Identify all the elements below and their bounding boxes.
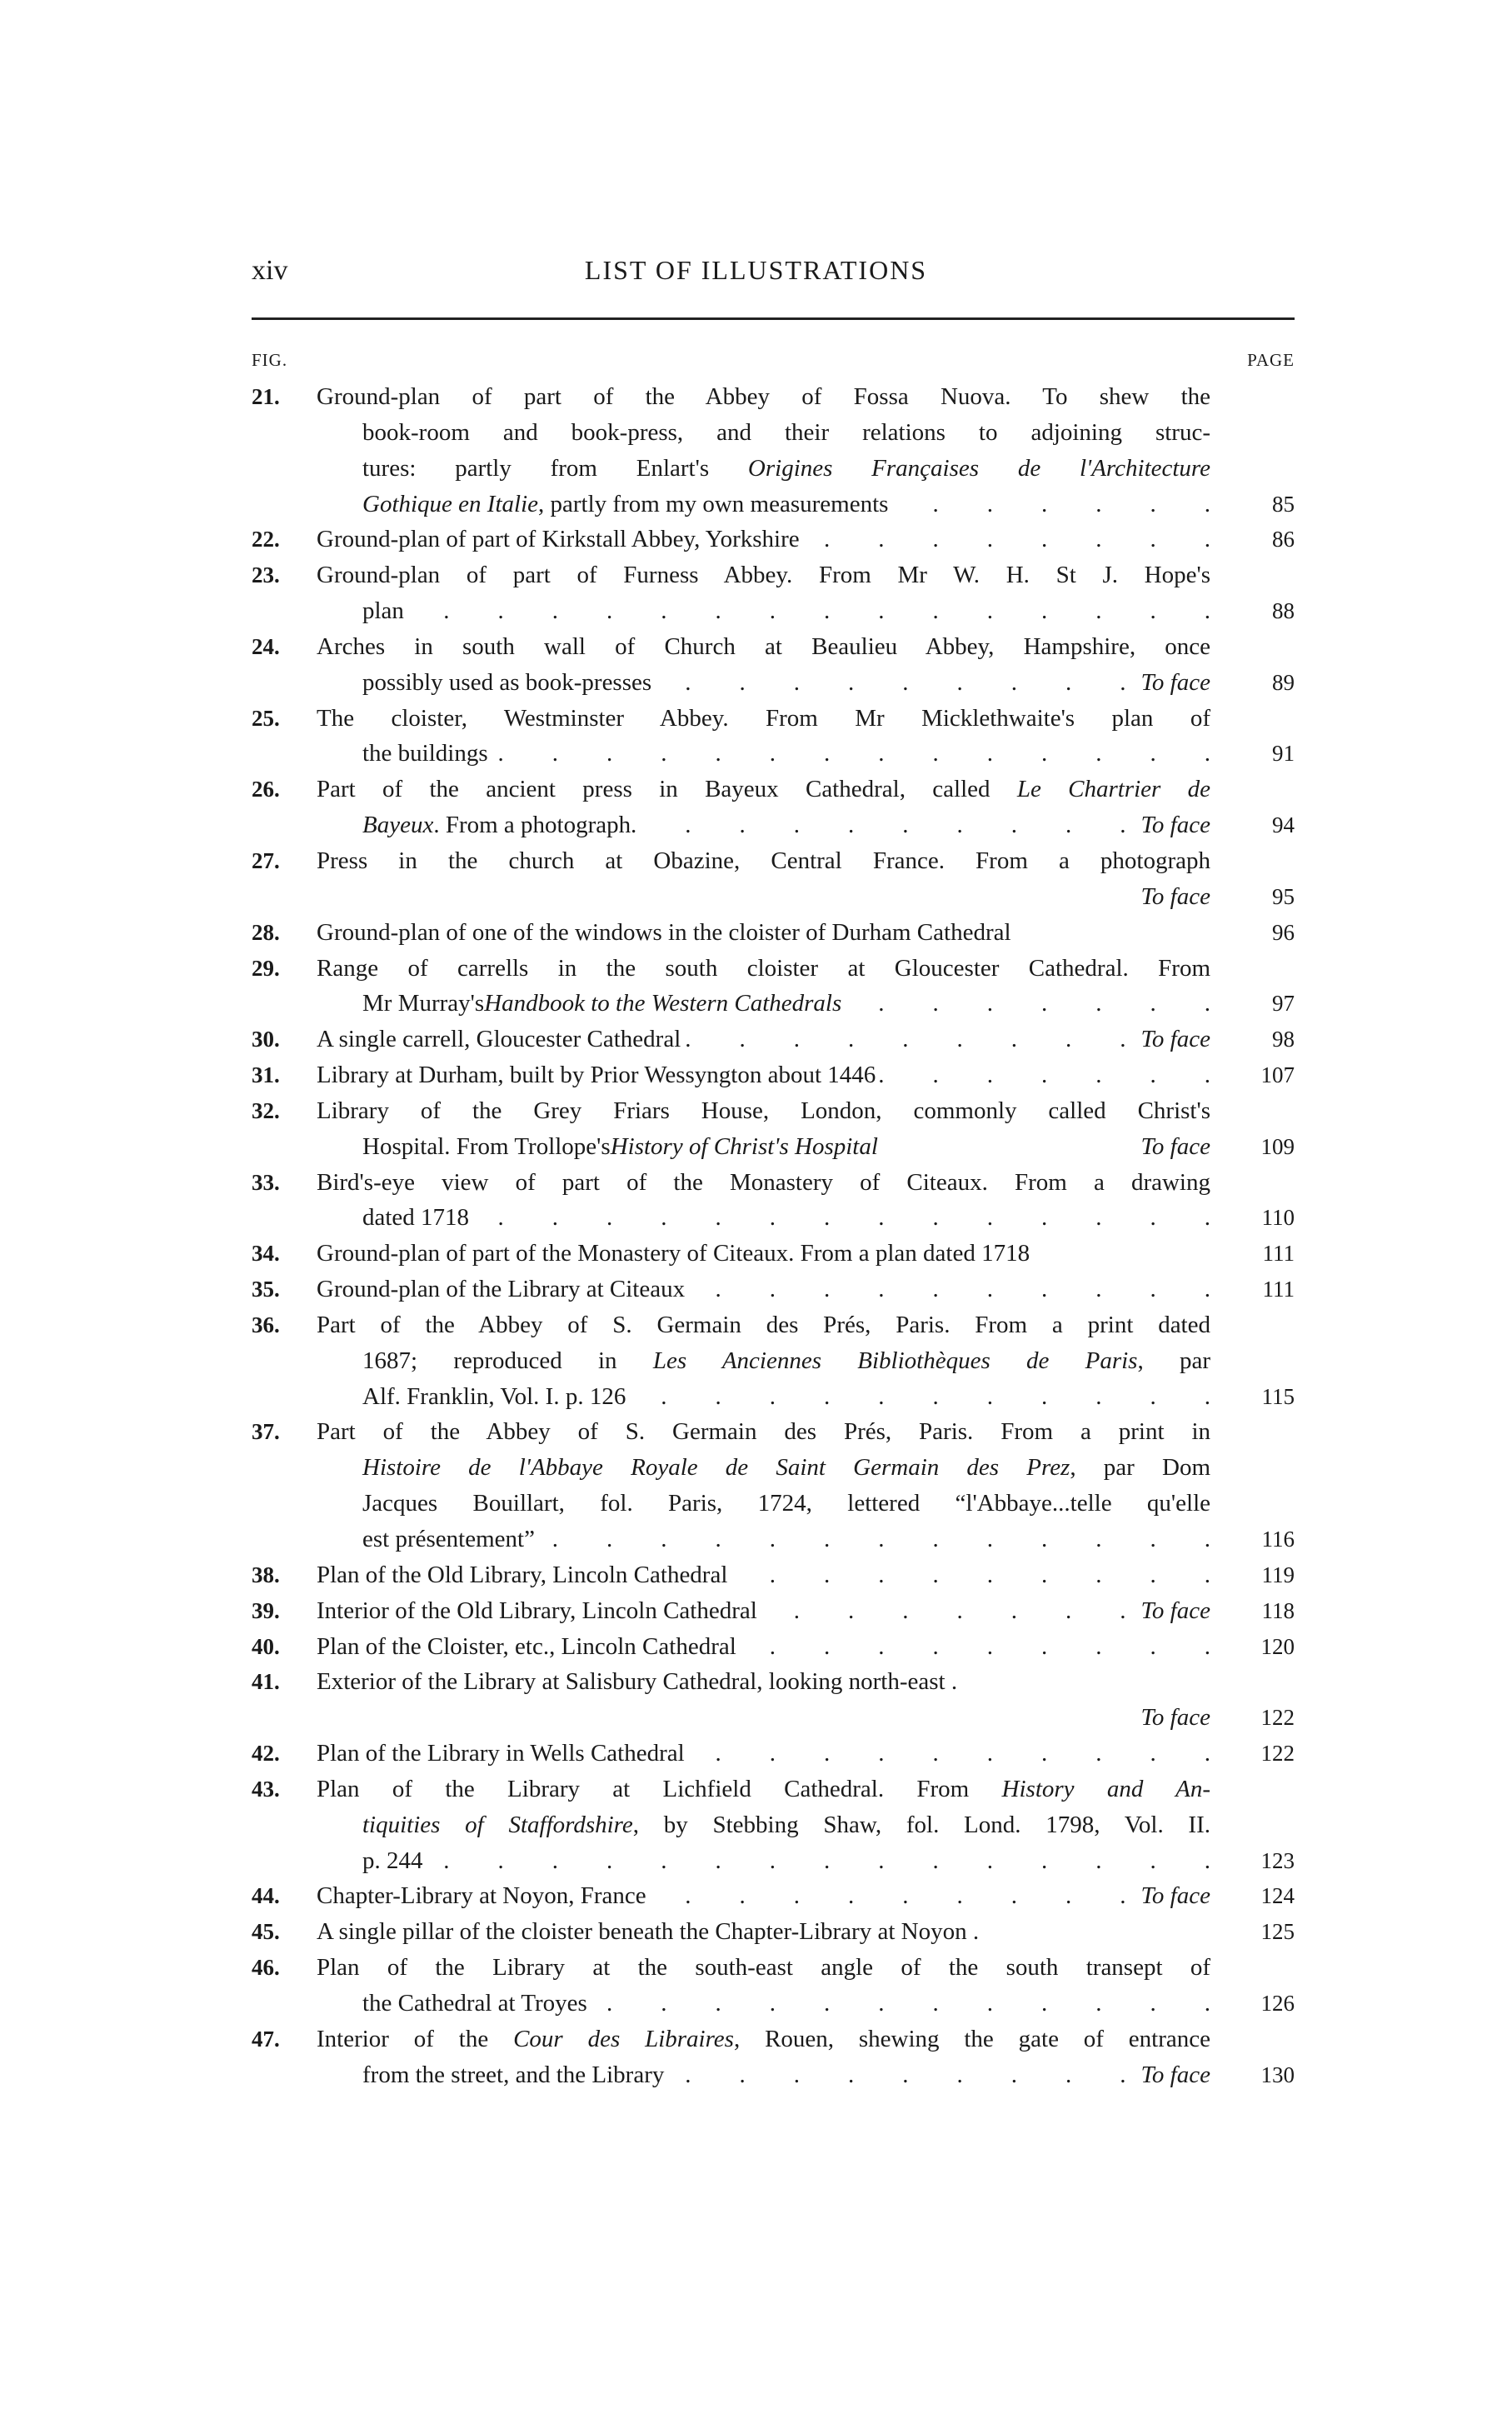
entry-text <box>362 593 1210 629</box>
page-number: 125 <box>1260 1919 1295 1945</box>
page-number: 95 <box>1272 883 1295 909</box>
list-entry <box>0 1736 1512 1772</box>
figure-number: 29. <box>252 955 280 981</box>
figure-number: 25. <box>252 705 280 731</box>
list-entry <box>0 1950 1512 2022</box>
entry-line <box>0 1807 1512 1843</box>
to-face-label: To face <box>1140 882 1210 910</box>
list-entry <box>0 629 1512 701</box>
text-segment: , par Dom <box>1070 1454 1210 1482</box>
entry-line <box>0 1272 1512 1307</box>
page-number: 119 <box>1261 1562 1295 1587</box>
page-number: 97 <box>1272 991 1295 1017</box>
text-segment: , partly from my own measurements <box>538 490 889 517</box>
leader-dots <box>651 665 1125 701</box>
page-number: 94 <box>1272 812 1295 838</box>
figure-number: 44. <box>252 1883 280 1909</box>
entry-text <box>317 915 1210 951</box>
italic-title: History of Christ's Hospital <box>610 1132 878 1160</box>
list-entry <box>0 557 1512 629</box>
text-segment: , by Stebbing Shaw, fol. Lond. 1798, Vol. II. <box>632 1811 1210 1838</box>
leader-dots <box>646 1878 1126 1914</box>
entry-text <box>317 1057 1210 1093</box>
leader-dots <box>664 2057 1125 2093</box>
figure-number: 43. <box>252 1776 280 1802</box>
entry-line <box>0 736 1512 772</box>
text-segment: Jacques Bouillart, fol. Paris, 1724, lettered “l'Abbaye...telle qu'elle <box>362 1490 1210 1517</box>
entry-text <box>317 1878 1210 1914</box>
text-segment: Exterior of the Library at Salisbury Cathedral, looking north-east . <box>317 1668 958 1696</box>
text-segment: Part of the ancient press in Bayeux Cathedral, called <box>317 776 1017 803</box>
entry-line <box>0 629 1512 665</box>
list-entry <box>0 1629 1512 1665</box>
entry-line <box>0 986 1512 1022</box>
list-entry <box>0 1165 1512 1237</box>
entry-text <box>362 1522 1210 1557</box>
entry-text <box>317 1629 1210 1665</box>
page-number: 86 <box>1272 527 1295 552</box>
to-face-label: To face <box>1140 1882 1210 1910</box>
list-entry <box>0 522 1512 557</box>
italic-title: History and An- <box>1001 1775 1210 1802</box>
entry-text <box>317 843 1210 879</box>
leader-dots <box>535 1522 1210 1557</box>
list-entry <box>0 951 1512 1022</box>
text-segment: possibly used as book-presses <box>362 668 652 696</box>
text-segment: , Rouen, shewing the gate of entrance <box>733 2025 1210 2052</box>
entry-line <box>0 2022 1512 2057</box>
list-entry <box>0 1664 1512 1736</box>
page-number: 116 <box>1261 1527 1295 1552</box>
entry-text <box>362 2057 1210 2093</box>
entry-text <box>317 1950 1210 1986</box>
entry-text <box>317 1165 1210 1201</box>
figure-number: 47. <box>252 2026 280 2052</box>
figure-number: 45. <box>252 1919 280 1945</box>
text-segment: Bird's-eye view of part of the Monastery of Citeaux. From a drawing <box>317 1168 1210 1196</box>
italic-title: Le Chartrier de <box>1016 776 1210 803</box>
list-entry <box>0 915 1512 951</box>
entry-text <box>362 1486 1210 1522</box>
leader-dots <box>587 1986 1210 2022</box>
entry-text <box>317 1414 1210 1450</box>
entry-line <box>0 701 1512 737</box>
text-segment: Alf. Franklin, Vol. I. p. 126 <box>362 1382 626 1410</box>
figure-number: 32. <box>252 1097 280 1123</box>
text-segment: est présentement” <box>362 1526 535 1552</box>
list-entry <box>0 1878 1512 1914</box>
italic-title: Histoire de l'Abbaye Royale de Saint Germain des Prez <box>362 1454 1070 1482</box>
list-entry <box>0 2022 1512 2093</box>
text-segment: Mr Murray's <box>362 990 485 1017</box>
text-segment: Range of carrells in the south cloister at Gloucester Cathedral. From <box>317 954 1210 982</box>
entry-line <box>0 522 1512 557</box>
page-number: 111 <box>1262 1277 1295 1302</box>
page-number: 89 <box>1272 669 1295 695</box>
page-number: 91 <box>1272 741 1295 767</box>
entry-line <box>0 1093 1512 1129</box>
italic-title: Origines Françaises de l'Architecture <box>747 454 1211 482</box>
text-segment: 1687; reproduced in <box>362 1347 653 1374</box>
leader-dots <box>841 986 1210 1022</box>
text-segment: Plan of the Old Library, Lincoln Cathedral <box>317 1561 728 1588</box>
leader-dots <box>631 807 1125 843</box>
italic-title: Gothique en Italie <box>362 490 539 517</box>
to-face-label: To face <box>1140 812 1210 839</box>
entry-line <box>0 1557 1512 1593</box>
entry-text <box>317 701 1210 737</box>
entry-line <box>0 1022 1512 1057</box>
page-number: 122 <box>1260 1741 1295 1767</box>
page-column-header: PAGE <box>1247 350 1295 370</box>
entry-text <box>317 1557 1210 1593</box>
leader-dots <box>736 1629 1210 1665</box>
entry-text <box>317 557 1210 593</box>
text-segment: Plan of the Library at the south-east angle of the south transept of <box>317 1954 1210 1982</box>
text-segment: Ground-plan of one of the windows in the cloister of Durham Cathedral <box>317 918 1011 946</box>
text-segment: Arches in south wall of Church at Beaulieu Abbey, Hampshire, once <box>317 632 1210 660</box>
entry-text <box>362 1343 1210 1379</box>
entry-text <box>317 1736 1210 1772</box>
entry-text <box>317 629 1210 665</box>
entry-text <box>362 487 1210 522</box>
text-segment: from the street, and the Library <box>362 2061 665 2088</box>
text-segment: Interior of the <box>317 2025 514 2052</box>
figure-number: 38. <box>252 1562 280 1587</box>
list-entry <box>0 1022 1512 1057</box>
entry-text <box>317 379 1210 415</box>
list-entry <box>0 1272 1512 1307</box>
entry-line <box>0 1200 1512 1236</box>
figure-number: 30. <box>252 1027 280 1052</box>
entry-line <box>0 2057 1512 2093</box>
italic-title: Cour des Libraires <box>513 2025 734 2052</box>
italic-title: Bayeux <box>362 812 434 839</box>
figure-number: 46. <box>252 1955 280 1981</box>
header-rule <box>252 317 1295 320</box>
figure-number: 24. <box>252 633 280 659</box>
italic-title: Les Anciennes Bibliothèques de Paris <box>652 1347 1138 1374</box>
text-segment: Press in the church at Obazine, Central France. From a photograph <box>317 847 1210 874</box>
figure-number: 42. <box>252 1741 280 1767</box>
spacer <box>878 1129 1126 1165</box>
text-segment: Hospital. From Trollope's <box>362 1132 611 1160</box>
spacer <box>1030 1236 1210 1272</box>
page-number: 122 <box>1260 1705 1295 1731</box>
page-number: 124 <box>1260 1883 1295 1909</box>
entry-line <box>0 1736 1512 1772</box>
spacer <box>1011 915 1210 951</box>
page-number: 118 <box>1261 1597 1295 1623</box>
spacer <box>362 1700 1125 1736</box>
text-segment: Plan of the Library at Lichfield Cathedral. From <box>317 1775 1002 1802</box>
entry-text <box>362 879 1210 915</box>
leader-dots <box>423 1843 1211 1879</box>
text-segment: dated 1718 <box>362 1204 470 1232</box>
italic-title: Handbook to the Western Cathedrals <box>484 990 842 1017</box>
entry-text <box>362 1843 1210 1879</box>
entry-line <box>0 772 1512 807</box>
spacer <box>979 1914 1210 1950</box>
entry-text <box>317 1022 1210 1057</box>
leader-dots <box>727 1557 1210 1593</box>
entry-text <box>362 665 1210 701</box>
figure-number: 33. <box>252 1169 280 1195</box>
entry-line <box>0 1986 1512 2022</box>
figure-number: 40. <box>252 1633 280 1659</box>
text-segment: Ground-plan of part of Furness Abbey. From Mr W. H. St J. Hope's <box>317 562 1210 589</box>
page-number: 85 <box>1272 491 1295 517</box>
entry-line <box>0 1450 1512 1486</box>
text-segment: Ground-plan of part of Kirkstall Abbey, Yorkshire <box>317 526 800 553</box>
entry-line <box>0 665 1512 701</box>
figure-number: 27. <box>252 847 280 873</box>
list-entry <box>0 1772 1512 1879</box>
entry-text <box>362 1700 1210 1736</box>
list-entry <box>0 1236 1512 1272</box>
entry-text <box>317 951 1210 987</box>
text-segment: book-room and book-press, and their relations to adjoining struc- <box>362 418 1210 446</box>
list-entry <box>0 843 1512 915</box>
entry-text <box>362 1129 1210 1165</box>
entry-line <box>0 1843 1512 1879</box>
figure-number: 37. <box>252 1419 280 1445</box>
figure-number: 34. <box>252 1241 280 1267</box>
running-head: LIST OF ILLUSTRATIONS <box>584 255 928 285</box>
figure-number: 21. <box>252 384 280 409</box>
entry-text <box>362 736 1210 772</box>
leader-dots <box>888 487 1210 522</box>
entry-line <box>0 915 1512 951</box>
entry-line <box>0 1664 1512 1700</box>
entry-text <box>317 1236 1210 1272</box>
entry-text <box>317 2022 1210 2057</box>
leader-dots <box>876 1057 1210 1093</box>
entry-line <box>0 1700 1512 1736</box>
list-entry <box>0 772 1512 843</box>
entry-text <box>362 986 1210 1022</box>
entry-line <box>0 843 1512 879</box>
entry-text <box>317 772 1210 807</box>
entry-line <box>0 487 1512 522</box>
italic-title: tiquities of Staffordshire <box>362 1811 633 1838</box>
entry-line <box>0 557 1512 593</box>
entry-line <box>0 1414 1512 1450</box>
text-segment: Ground-plan of the Library at Citeaux <box>317 1276 686 1303</box>
entry-line <box>0 379 1512 415</box>
leader-dots <box>681 1022 1125 1057</box>
leader-dots <box>488 736 1210 772</box>
leader-dots <box>685 1736 1210 1772</box>
entry-text <box>317 1093 1210 1129</box>
page-number: 115 <box>1261 1383 1295 1409</box>
text-segment: Plan of the Library in Wells Cathedral <box>317 1740 685 1767</box>
page-number: 110 <box>1261 1205 1295 1231</box>
entry-text <box>317 1307 1210 1343</box>
entry-line <box>0 1343 1512 1379</box>
list-entry <box>0 379 1512 522</box>
entry-text <box>362 807 1210 843</box>
entry-line <box>0 1057 1512 1093</box>
page-number: 88 <box>1272 598 1295 624</box>
fig-column-header: FIG. <box>252 350 288 370</box>
entry-line <box>0 1950 1512 1986</box>
page-number: 130 <box>1260 2062 1295 2087</box>
entry-line <box>0 807 1512 843</box>
list-entry <box>0 1093 1512 1165</box>
leader-dots <box>757 1593 1126 1629</box>
figure-number: 26. <box>252 777 280 802</box>
text-segment: Ground-plan of part of the Abbey of Fossa Nuova. To shew the <box>317 383 1210 410</box>
list-entry <box>0 1557 1512 1593</box>
entry-text <box>362 1379 1210 1415</box>
entry-line <box>0 1522 1512 1557</box>
text-segment: plan <box>362 597 404 625</box>
entry-text <box>317 1772 1210 1807</box>
page-number: 126 <box>1260 1990 1295 2016</box>
entry-text <box>362 451 1210 487</box>
to-face-label: To face <box>1140 1132 1210 1160</box>
page-folio: xiv <box>252 255 288 286</box>
text-segment: Plan of the Cloister, etc., Lincoln Cathedral <box>317 1632 736 1660</box>
to-face-label: To face <box>1140 2061 1210 2088</box>
text-segment: Interior of the Old Library, Lincoln Cathedral <box>317 1597 757 1624</box>
text-segment: Library at Durham, built by Prior Wessyngton about 1446 <box>317 1062 876 1089</box>
entry-line <box>0 1379 1512 1415</box>
entry-text <box>362 1807 1210 1843</box>
entry-line <box>0 1878 1512 1914</box>
list-entry <box>0 1914 1512 1950</box>
entry-text <box>362 415 1210 451</box>
page-number: 107 <box>1260 1062 1295 1088</box>
text-segment: Part of the Abbey of S. Germain des Prés, Paris. From a print dated <box>317 1311 1210 1338</box>
text-segment: , par <box>1137 1347 1211 1374</box>
text-segment: A single carrell, Gloucester Cathedral <box>317 1026 681 1053</box>
entry-text <box>317 1593 1210 1629</box>
leader-dots <box>404 593 1210 629</box>
text-segment: the Cathedral at Troyes <box>362 1989 587 2017</box>
entry-line <box>0 593 1512 629</box>
figure-number: 23. <box>252 562 280 588</box>
entry-line <box>0 415 1512 451</box>
figure-number: 35. <box>252 1277 280 1302</box>
entry-line <box>0 1486 1512 1522</box>
text-segment: The cloister, Westminster Abbey. From Mr Micklethwaite's plan of <box>317 704 1210 732</box>
page-number: 123 <box>1260 1847 1295 1873</box>
entry-text <box>317 1664 1210 1700</box>
page-number: 98 <box>1272 1027 1295 1052</box>
list-entry <box>0 1307 1512 1415</box>
text-segment: the buildings <box>362 740 488 767</box>
to-face-label: To face <box>1140 1704 1210 1732</box>
figure-number: 31. <box>252 1062 280 1088</box>
page-number: 96 <box>1272 919 1295 945</box>
text-segment: Part of the Abbey of S. Germain des Prés, Paris. From a print in <box>317 1418 1210 1446</box>
entry-line <box>0 1772 1512 1807</box>
figure-number: 36. <box>252 1312 280 1337</box>
text-segment: Ground-plan of part of the Monastery of Citeaux. From a plan dated 1718 <box>317 1240 1030 1267</box>
figure-number: 28. <box>252 919 280 945</box>
page-number: 111 <box>1262 1241 1295 1267</box>
text-segment: p. 244 <box>362 1847 423 1874</box>
entry-line <box>0 451 1512 487</box>
text-segment: . From a photograph <box>433 812 631 839</box>
text-segment: Library of the Grey Friars House, London, commonly called Christ's <box>317 1097 1210 1124</box>
illustration-list <box>0 379 1512 2093</box>
figure-number: 22. <box>252 527 280 552</box>
entry-text <box>362 1200 1210 1236</box>
list-entry <box>0 701 1512 772</box>
figure-number: 41. <box>252 1669 280 1695</box>
list-entry <box>0 1414 1512 1557</box>
list-entry <box>0 1593 1512 1629</box>
entry-line <box>0 1307 1512 1343</box>
entry-line <box>0 1629 1512 1665</box>
entry-line <box>0 1236 1512 1272</box>
to-face-label: To face <box>1140 1597 1210 1624</box>
entry-line <box>0 1165 1512 1201</box>
list-entry <box>0 1057 1512 1093</box>
figure-number: 39. <box>252 1597 280 1623</box>
entry-line <box>0 1914 1512 1950</box>
entry-text <box>317 1914 1210 1950</box>
entry-text <box>317 522 1210 557</box>
page-number: 109 <box>1260 1133 1295 1159</box>
entry-text <box>362 1450 1210 1486</box>
entry-text <box>317 1272 1210 1307</box>
leader-dots <box>626 1379 1210 1415</box>
entry-text <box>362 1986 1210 2022</box>
entry-line <box>0 1129 1512 1165</box>
entry-line <box>0 951 1512 987</box>
to-face-label: To face <box>1140 1026 1210 1053</box>
leader-dots <box>469 1200 1210 1236</box>
page-number: 120 <box>1260 1633 1295 1659</box>
text-segment: A single pillar of the cloister beneath the Chapter-Library at Noyon . <box>317 1918 980 1946</box>
to-face-label: To face <box>1140 668 1210 696</box>
entry-line <box>0 879 1512 915</box>
spacer <box>362 879 1125 915</box>
entry-line <box>0 1593 1512 1629</box>
text-segment: tures: partly from Enlart's <box>362 454 748 482</box>
leader-dots <box>685 1272 1210 1307</box>
text-segment: Chapter-Library at Noyon, France <box>317 1882 646 1910</box>
leader-dots <box>800 522 1210 557</box>
